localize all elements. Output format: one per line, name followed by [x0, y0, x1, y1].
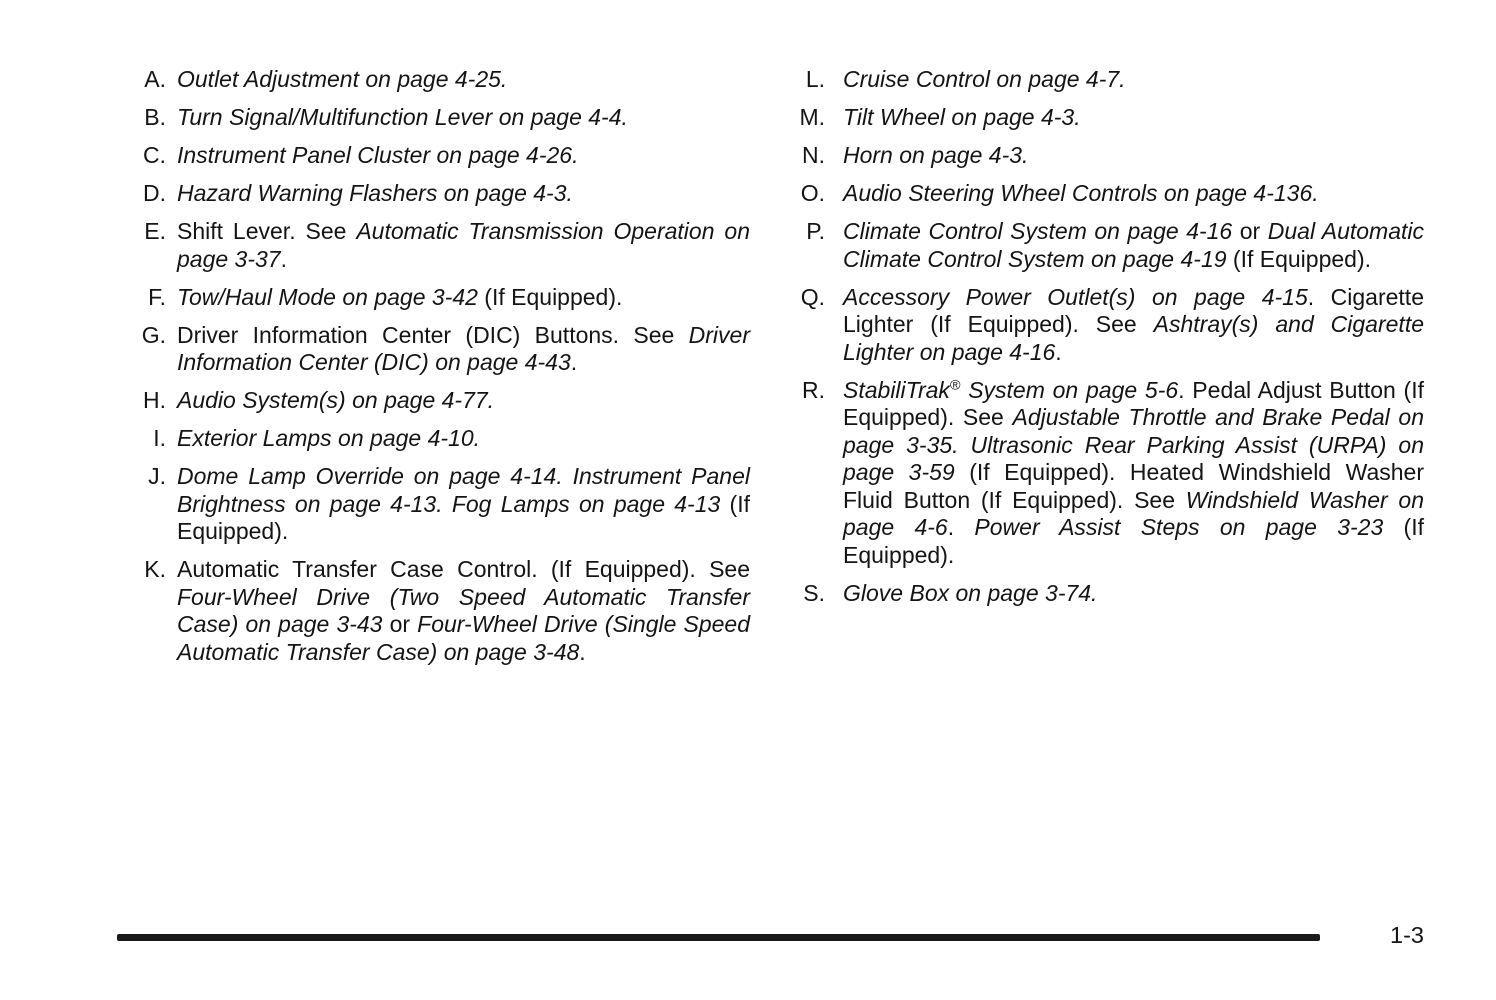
item-letter: L. [805, 66, 825, 92]
item-letter: R. [802, 376, 825, 403]
list-item [780, 580, 1424, 608]
item-text [177, 284, 750, 312]
item-letter: G. [141, 321, 166, 348]
plain-text: Shift Lever. See [177, 218, 357, 244]
list-item [780, 66, 1424, 94]
reference-title-text: Cruise Control on page 4-7. [843, 66, 1126, 92]
reference-title-text: Tow/Haul Mode on page 3-42 [177, 283, 478, 310]
reference-title-text: Adjustable Throttle and Brake Pedal on page 3-35. Ultrasonic Rear Parking Assist (URPA) on page 3-59 [843, 404, 1424, 485]
plain-text: . [947, 514, 975, 540]
list-item [121, 218, 750, 273]
item-letter: J. [148, 463, 166, 489]
list-item [121, 66, 750, 94]
list-item [121, 425, 750, 453]
item-text [843, 180, 1424, 208]
item-letter: E. [144, 218, 166, 244]
item-text [177, 556, 750, 666]
reference-title-text: StabiliTrak [843, 376, 950, 403]
reference-title-text: Instrument Panel Cluster on page 4-26. [177, 142, 579, 168]
reference-title-text: Climate Control System on page 4-16 [843, 218, 1233, 244]
plain-text: (If Equipped). [843, 514, 1424, 568]
item-letter: C. [143, 142, 166, 168]
item-text [843, 284, 1424, 367]
plain-text: or [382, 611, 418, 637]
item-letter: I. [153, 425, 166, 451]
item-letter: P. [806, 218, 825, 244]
list-item [121, 387, 750, 415]
item-text [843, 66, 1424, 94]
reference-title-text: Four-Wheel Drive (Single Speed Automatic Transfer Case) on page 3-48 [177, 611, 751, 665]
item-text [177, 180, 750, 208]
list-item [780, 218, 1424, 273]
plain-text: . [570, 349, 578, 375]
list-item [780, 284, 1424, 367]
item-text [177, 425, 750, 453]
plain-text: . Cigarette Lighter (If Equipped). See [843, 283, 1424, 337]
item-text [843, 580, 1424, 608]
footer-divider-rule [117, 934, 1320, 941]
item-text [843, 142, 1424, 170]
list-item [780, 377, 1424, 570]
list-item [121, 142, 750, 170]
item-text [177, 322, 750, 377]
item-letter: H. [143, 387, 166, 413]
item-text [177, 387, 750, 415]
plain-text: . Pedal Adjust Button (If Equipped). See [843, 376, 1424, 430]
registered-trademark-symbol: ® [949, 376, 961, 393]
item-text [843, 104, 1424, 132]
plain-text: . [280, 245, 287, 272]
list-item [121, 322, 750, 377]
reference-title-text: Turn Signal/Multifunction Lever on page 4-4. [177, 104, 628, 130]
reference-title-text: Tilt Wheel on page 4-3. [843, 104, 1081, 130]
reference-title-text: Windshield Washer on page 4-6 [843, 486, 1424, 540]
item-letter: Q. [800, 283, 825, 310]
reference-title-text: Glove Box on page 3-74. [843, 579, 1098, 606]
list-item [780, 104, 1424, 132]
reference-title-text: Horn on page 4-3. [843, 142, 1029, 168]
item-letter: F. [148, 283, 166, 310]
item-letter: S. [803, 579, 825, 606]
reference-title-text: Driver Information Center (DIC) on page 4-43 [177, 321, 750, 375]
item-text [177, 218, 750, 273]
reference-title-text: Exterior Lamps on page 4-10. [177, 425, 481, 451]
plain-text: (If Equipped). [1226, 245, 1371, 272]
list-item [121, 284, 750, 312]
item-letter: B. [144, 104, 166, 130]
reference-list-left-column [121, 66, 750, 677]
item-text [177, 463, 750, 546]
reference-title-text: Audio Steering Wheel Controls on page 4-136. [843, 180, 1319, 206]
list-item [780, 142, 1424, 170]
item-letter: M. [799, 104, 825, 130]
reference-title-text: Hazard Warning Flashers on page 4-3. [177, 180, 573, 206]
reference-title-text: Outlet Adjustment on page 4-25. [177, 66, 508, 92]
list-item [780, 180, 1424, 208]
plain-text: . [579, 638, 586, 665]
item-text [843, 218, 1424, 273]
plain-text: (If Equipped). Heated Windshield Washer Fluid Button (If Equipped). See [843, 459, 1424, 513]
reference-title-text: Dual Automatic Climate Control System on page 4-19 [843, 218, 1424, 272]
reference-title-text: Power Assist Steps on page 3-23 [974, 514, 1384, 540]
reference-title-text: Ashtray(s) and Cigarette Lighter on page 4-16 [843, 311, 1425, 365]
reference-title-text: Dome Lamp Override on page 4-14. Instrument Panel Brightness on page 4-13. Fog Lamps on page 4-13 [177, 463, 750, 517]
item-letter: D. [143, 180, 166, 206]
plain-text: (If Equipped). [177, 490, 750, 544]
list-item [121, 104, 750, 132]
reference-list-right-column [780, 66, 1424, 618]
reference-title-text: Accessory Power Outlet(s) on page 4-15 [843, 283, 1308, 310]
plain-text: . [1055, 338, 1062, 365]
list-item [121, 180, 750, 208]
list-item [121, 556, 750, 666]
list-item [121, 463, 750, 546]
plain-text: or [1232, 218, 1268, 244]
page-number: 1-3 [1390, 922, 1424, 948]
plain-text: Automatic Transfer Case Control. (If Equipped). See [177, 556, 750, 582]
item-letter: K. [144, 556, 166, 582]
item-text [177, 142, 750, 170]
item-letter: N. [802, 142, 825, 168]
reference-title-text: Audio System(s) on page 4-77. [177, 387, 495, 413]
item-text [177, 104, 750, 132]
reference-title-text: System on page 5-6 [960, 376, 1179, 403]
plain-text: (If Equipped). [477, 283, 623, 310]
plain-text: Driver Information Center (DIC) Buttons. See [177, 321, 689, 348]
item-text [843, 377, 1424, 570]
reference-title-text: Four-Wheel Drive (Two Speed Automatic Transfer Case) on page 3-43 [177, 583, 750, 637]
item-letter: A. [144, 66, 166, 92]
reference-title-text: Automatic Transmission Operation on page 3-37 [177, 218, 750, 272]
item-letter: O. [800, 180, 825, 206]
item-text [177, 66, 750, 94]
